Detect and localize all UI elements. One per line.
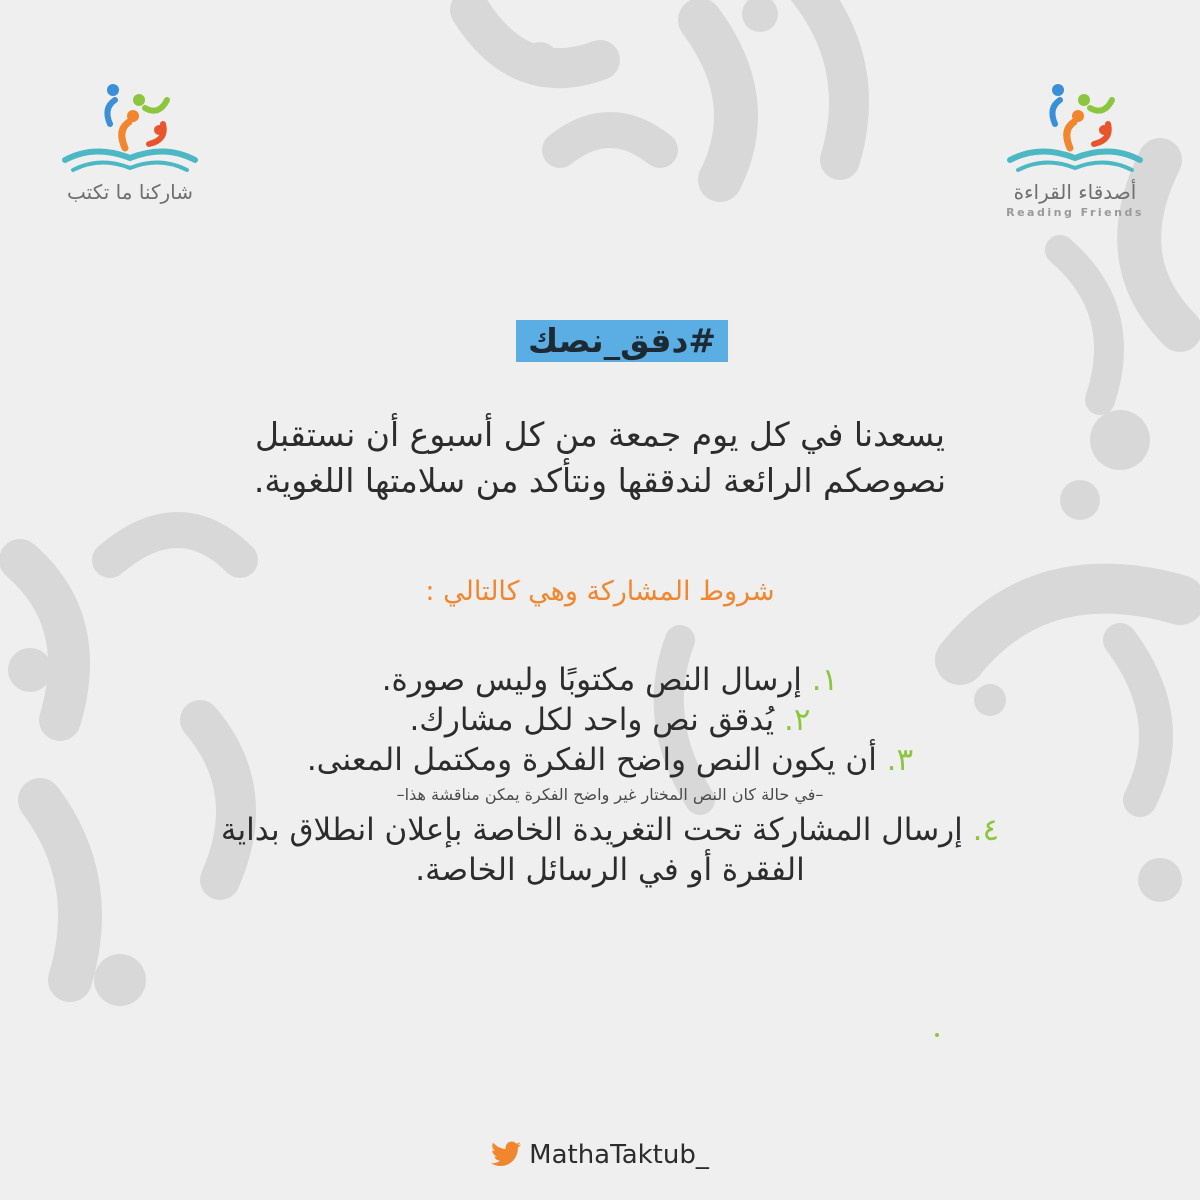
logo-right-caption: أصدقاء القراءة — [1013, 180, 1137, 204]
logo-right-subcaption: Reading Friends — [1006, 206, 1144, 219]
condition-3-note: –في حالة كان النص المختار غير واضح الفكرة يمكن مناقشة هذا– — [396, 785, 824, 804]
intro-line-2: نصوصكم الرائعة لندققها ونتأكد من سلامتها اللغوية. — [253, 461, 947, 500]
book-figures-logo-icon — [55, 78, 205, 178]
conditions-heading: شروط المشاركة وهي كالتالي : — [425, 576, 775, 607]
hashtag-title: #دقق_نصك — [516, 320, 728, 362]
condition-number: ١. — [811, 662, 839, 698]
logo-left-caption: شاركنا ما تكتب — [67, 180, 193, 204]
condition-item-3 — [180, 740, 1040, 780]
conditions-list — [180, 660, 1040, 890]
condition-item-1 — [180, 660, 1040, 700]
condition-text: إرسال المشاركة تحت التغريدة الخاصة بإعلان انطلاق بداية — [220, 812, 973, 848]
intro-line-1: يسعدنا في كل يوم جمعة من كل أسبوع أن نستقبل — [255, 415, 945, 454]
condition-number: ٢. — [784, 702, 811, 738]
condition-item-4-continuation: الفقرة أو في الرسائل الخاصة. — [415, 852, 805, 888]
footer-twitter-handle[interactable] — [400, 1140, 800, 1170]
book-figures-logo-icon — [1000, 78, 1150, 178]
condition-text: يُدقق نص واحد لكل مشارك. — [409, 702, 785, 738]
twitter-bird-icon — [491, 1141, 521, 1167]
condition-number: ٣. — [886, 742, 914, 778]
condition-item-2 — [180, 700, 1040, 740]
decorative-dot — [935, 1033, 939, 1037]
condition-text: إرسال النص مكتوبًا وليس صورة. — [381, 662, 812, 698]
condition-text: أن يكون النص واضح الفكرة ومكتمل المعنى. — [306, 742, 887, 778]
condition-item-4 — [180, 810, 1040, 850]
logo-reading-friends — [995, 78, 1155, 238]
twitter-handle-text[interactable]: MathaTaktub_ — [529, 1140, 709, 1170]
condition-number: ٤. — [972, 812, 1000, 848]
logo-share-what-you-write — [50, 78, 210, 218]
intro-text — [200, 412, 1000, 504]
